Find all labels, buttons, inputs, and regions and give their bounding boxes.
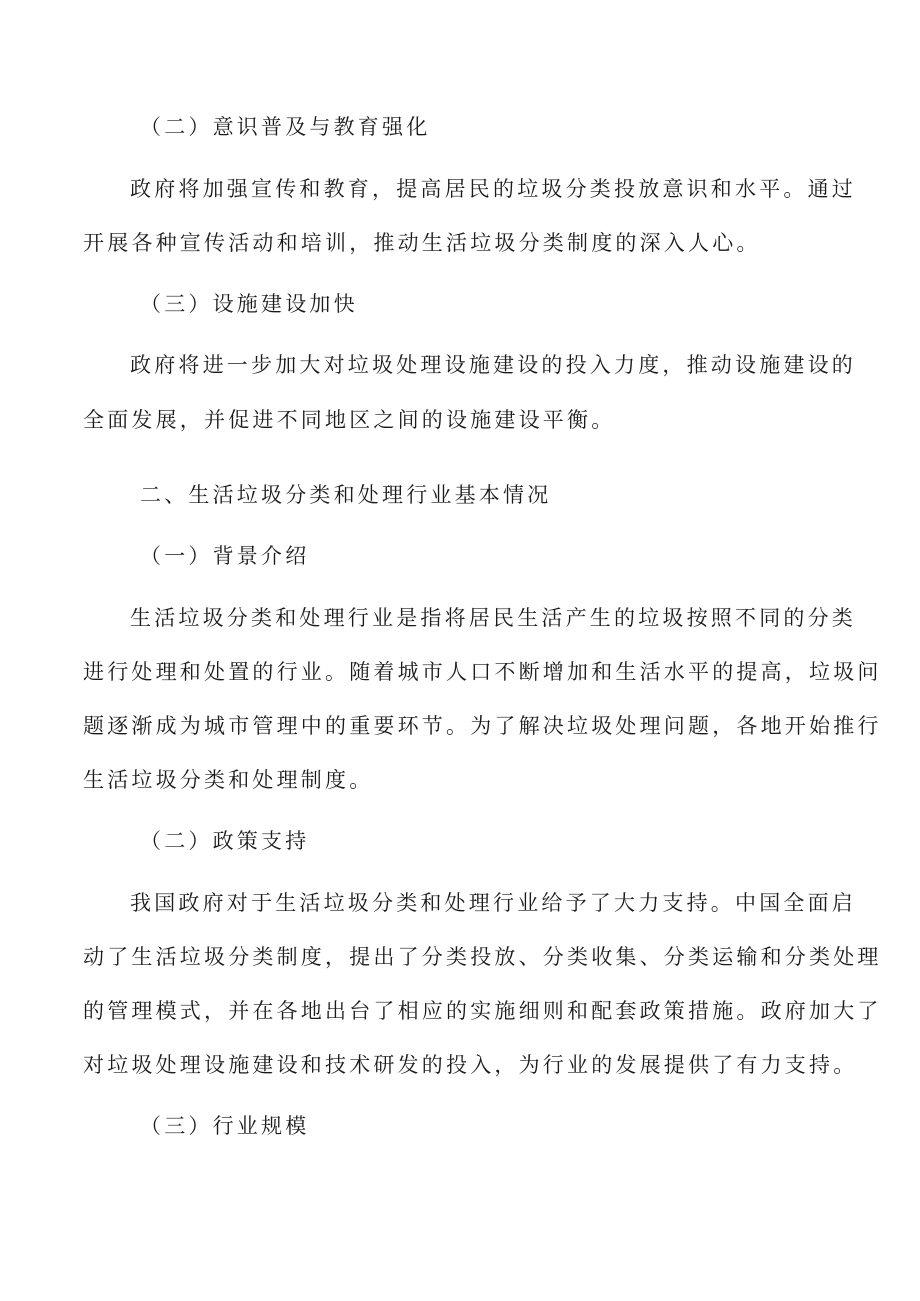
paragraph-line: 进行处理和处置的行业。随着城市人口不断增加和生活水平的提高，垃圾问 <box>83 660 882 684</box>
paragraph-line: 全面发展，并促进不同地区之间的设施建设平衡。 <box>83 408 616 432</box>
section-heading-industry-overview: 二、生活垃圾分类和处理行业基本情况 <box>140 483 552 507</box>
paragraph-line: 对垃圾处理设施建设和技术研发的投入，为行业的发展提供了有力支持。 <box>83 1053 858 1077</box>
paragraph-line: 题逐渐成为城市管理中的重要环节。为了解决垃圾处理问题，各地开始推行 <box>83 714 882 738</box>
paragraph-line: 政府将进一步加大对垃圾处理设施建设的投入力度，推动设施建设的 <box>130 353 856 377</box>
paragraph-line: 的管理模式，并在各地出台了相应的实施细则和配套政策措施。政府加大了 <box>83 999 882 1023</box>
section-heading-policy: （二）政策支持 <box>140 829 310 853</box>
paragraph-line: 动了生活垃圾分类制度，提出了分类投放、分类收集、分类运输和分类处理 <box>83 945 882 969</box>
section-heading-awareness: （二）意识普及与教育强化 <box>140 115 431 139</box>
paragraph-line: 生活垃圾分类和处理行业是指将居民生活产生的垃圾按照不同的分类 <box>130 606 856 630</box>
section-heading-background: （一）背景介绍 <box>140 544 310 568</box>
paragraph-line: 我国政府对于生活垃圾分类和处理行业给予了大力支持。中国全面启 <box>130 891 856 915</box>
paragraph-line: 政府将加强宣传和教育，提高居民的垃圾分类投放意识和水平。通过 <box>130 177 856 201</box>
paragraph-line: 生活垃圾分类和处理制度。 <box>83 768 374 792</box>
section-heading-facilities: （三）设施建设加快 <box>140 292 358 316</box>
section-heading-scale: （三）行业规模 <box>140 1114 310 1138</box>
paragraph-line: 开展各种宣传活动和培训，推动生活垃圾分类制度的深入人心。 <box>83 231 761 255</box>
